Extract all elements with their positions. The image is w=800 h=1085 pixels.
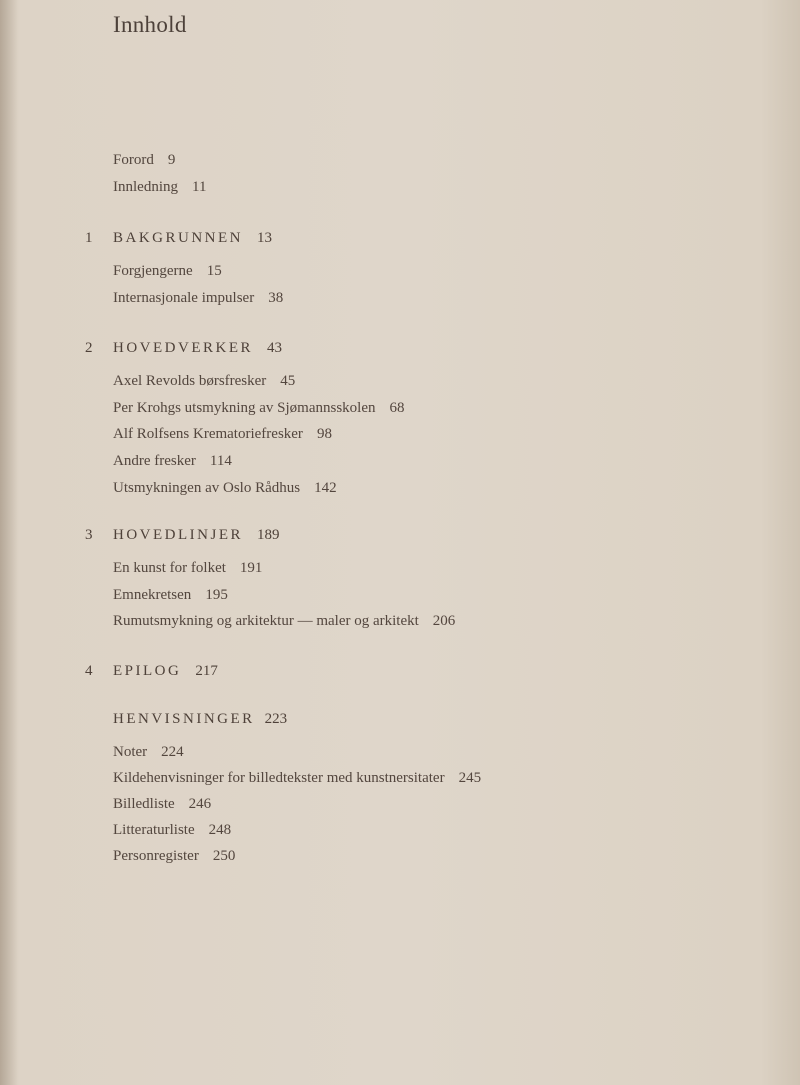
- toc-entry-label: Internasjonale impulser: [113, 290, 255, 306]
- toc-entry: [113, 400, 405, 417]
- toc-part-2: [85, 340, 282, 357]
- toc-entry-page: 248: [208, 822, 232, 838]
- toc-entry-label: Personregister: [113, 848, 199, 864]
- part-number: 1: [85, 230, 93, 246]
- toc-part-4: [85, 663, 218, 680]
- toc-entry: [113, 744, 184, 761]
- part-heading: EPILOG: [113, 663, 182, 679]
- toc-entry-innledning: [113, 179, 206, 196]
- toc-entry-label: Rumutsmykning og arkitektur — maler og arkitekt: [113, 613, 419, 629]
- toc-entry-page: 191: [239, 560, 263, 576]
- toc-entry-page: 195: [205, 587, 228, 603]
- toc-entry-label: Alf Rolfsens Krematoriefresker: [113, 426, 303, 442]
- toc-entry-page: 11: [192, 179, 207, 195]
- toc-entry-label: Forgjengerne: [113, 263, 193, 279]
- part-heading: BAKGRUNNEN: [113, 230, 243, 246]
- toc-entry-label: Billedliste: [113, 796, 175, 812]
- part-page: 217: [195, 663, 218, 679]
- toc-part-1: [85, 230, 272, 247]
- toc-entry-label: Emnekretsen: [113, 587, 192, 603]
- part-number: 3: [85, 527, 93, 543]
- toc-entry: [113, 770, 481, 787]
- toc-entry: [113, 263, 222, 280]
- toc-entry-label: Forord: [113, 152, 154, 168]
- toc-entry-page: 245: [458, 770, 482, 786]
- toc-entry: [113, 480, 337, 497]
- toc-entry-forord: [113, 152, 175, 169]
- toc-entry-label: Utsmykningen av Oslo Rådhus: [113, 480, 301, 496]
- page-title: Innhold: [113, 12, 187, 37]
- toc-entry-page: 38: [268, 290, 284, 306]
- toc-entry-label: Per Krohgs utsmykning av Sjømannsskolen: [113, 400, 376, 416]
- toc-entry-page: 15: [206, 263, 222, 279]
- toc-entry-label: Litteraturliste: [113, 822, 195, 838]
- part-number: 4: [85, 663, 93, 679]
- toc-entry-page: 114: [209, 453, 232, 469]
- toc-entry: [113, 848, 235, 865]
- toc-entry-label: Axel Revolds børsfresker: [113, 373, 267, 389]
- toc-section-references: [113, 711, 287, 728]
- part-number: 2: [85, 340, 93, 356]
- toc-entry: [113, 426, 332, 443]
- spine-shadow: [0, 0, 18, 1085]
- toc-entry-label: Andre fresker: [113, 453, 196, 469]
- part-heading: HOVEDVERKER: [113, 340, 253, 356]
- toc-entry-page: 250: [212, 848, 236, 864]
- part-page: 43: [267, 340, 282, 356]
- toc-entry-page: 45: [280, 373, 296, 389]
- toc-entry-label: Innledning: [113, 179, 178, 195]
- toc-entry-page: 224: [161, 744, 184, 760]
- part-heading: HOVEDLINJER: [113, 527, 243, 543]
- toc-entry: [113, 290, 283, 307]
- toc-entry: [113, 822, 231, 839]
- toc-entry: [113, 796, 211, 813]
- part-page: 13: [257, 230, 272, 246]
- toc-entry-page: 9: [167, 152, 176, 168]
- toc-entry: [113, 453, 232, 470]
- toc-entry-label: Noter: [113, 744, 148, 760]
- section-page: 223: [264, 711, 288, 727]
- toc-entry-page: 246: [188, 796, 212, 812]
- toc-entry: [113, 613, 455, 630]
- section-heading: HENVISNINGER: [113, 711, 255, 727]
- toc-entry: [113, 373, 295, 390]
- toc-entry-label: Kildehenvisninger for billedtekster med kunstnersitater: [113, 770, 445, 786]
- toc-entry-page: 98: [316, 426, 332, 442]
- part-page: 189: [257, 527, 280, 543]
- toc-entry: [113, 560, 262, 577]
- toc-entry-label: En kunst for folket: [113, 560, 226, 576]
- toc-entry-page: 206: [432, 613, 456, 629]
- toc-entry-page: 68: [389, 400, 405, 416]
- toc-entry-page: 142: [314, 480, 337, 496]
- toc-part-3: [85, 527, 280, 544]
- toc-entry: [113, 587, 228, 604]
